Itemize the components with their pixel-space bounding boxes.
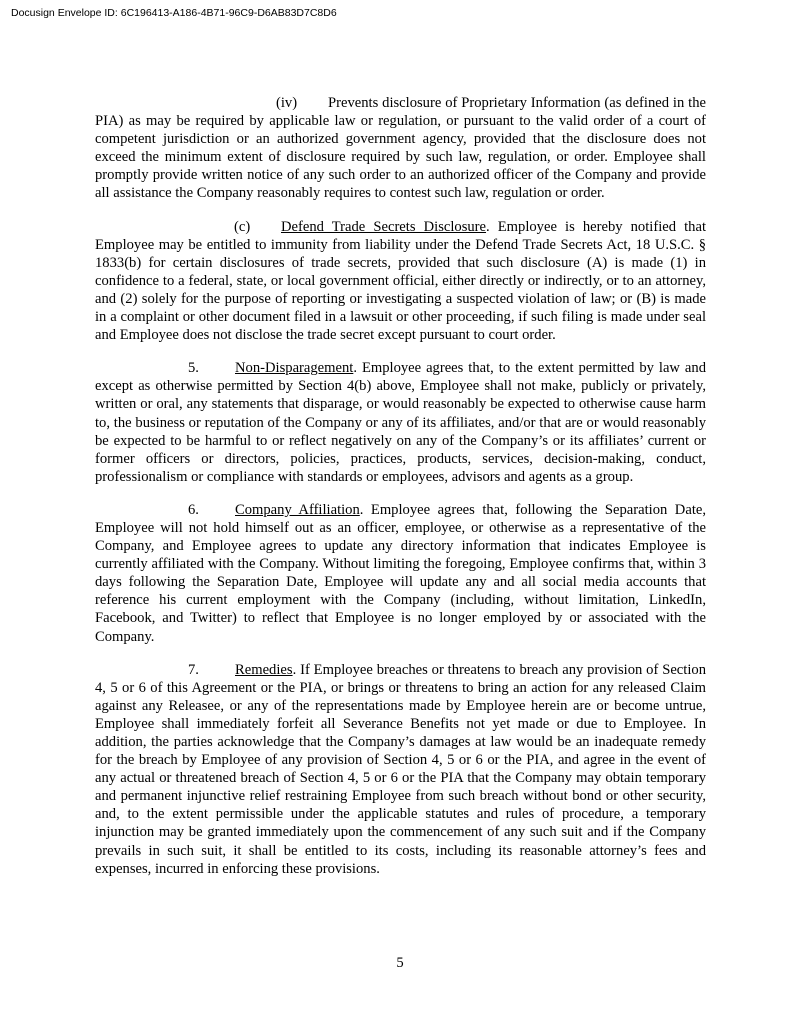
document-body xyxy=(95,94,706,893)
paragraph-text: . If Employee breaches or threatens to breach any provision of Section 4, 5 or 6 of this Agreement or the PIA, or brings or threatens to bring an action for any released Claim against any Releasee, or any of the representations made by Employee herein are or become untrue, Employee shall immediately forfeit all Severance Benefits not yet made or due to Employee. In addition, the parties acknowledge that the Company’s damages at law would be an inadequate remedy for the breach by Employee of any provision of Section 4, 5 or 6 or the PIA, and agree in the event of any actual or threatened breach of Section 4, 5 or 6 or the PIA that the Company may obtain temporary and permanent injunctive relief restraining Employee from such breach without bond or other security, and, to the extent permissible under the applicable statutes and rules of procedure, a temporary injunction may be granted immediately upon the commencement of any such suit and if the Company prevails in such suit, it shall be entitled to its costs, including its reasonable attorney’s fees and expenses, incurred in enforcing these provisions. xyxy=(95,661,706,877)
section-heading: Remedies xyxy=(235,661,293,678)
section-7-remedies xyxy=(95,661,706,878)
section-number: 7. xyxy=(188,661,199,678)
section-heading: Company Affiliation xyxy=(235,501,360,518)
docusign-envelope-id: Docusign Envelope ID: 6C196413-A186-4B71-96C9-D6AB83D7C8D6 xyxy=(11,7,337,19)
paragraph-text: Prevents disclosure of Proprietary Information (as defined in the PIA) as may be required by applicable law or regulation, or pursuant to the valid order of a court of competent jurisdiction or an authorized government agency, provided that the disclosure does not exceed the minimum extent of disclosure required by such law, regulation, or order. Employee shall promptly provide written notice of any such order to an authorized officer of the Company and provide all assistance the Company reasonably requires to contest such law, regulation or order. xyxy=(95,95,706,202)
section-number: 5. xyxy=(188,360,199,377)
paragraph-iv xyxy=(95,94,706,203)
paragraph-number: (iv) xyxy=(276,95,298,111)
paragraph-text: . Employee agrees that, following the Separation Date, Employee will not hold himself out as an officer, employee, or otherwise as a representative of the Company, and Employee agrees to update any directory information that indicates Employee is currently affiliated with the Company. Without limiting the foregoing, Employee confirms that, within 3 days following the Separation Date, Employee will update any and all social media accounts that reference his current employment with the Company (including, without limitation, LinkedIn, Facebook, and Twitter) to reflect that Employee is no longer employed by or associated with the Company. xyxy=(95,501,706,645)
section-5-non-disparagement xyxy=(95,359,706,486)
section-heading: Non-Disparagement xyxy=(235,360,354,377)
section-number: 6. xyxy=(188,501,199,518)
paragraph-number: (c) xyxy=(234,218,251,235)
page-number: 5 xyxy=(396,955,404,971)
paragraph-text: . Employee is hereby notified that Employee may be entitled to immunity from liability under the Defend Trade Secrets Act, 18 U.S.C. § 1833(b) for certain disclosures of trade secrets, provided that such disclosure (A) is made (1) in confidence to a federal, state, or local government official, either directly or indirectly, or to an attorney, and (2) solely for the purpose of reporting or investigating a suspected violation of law; or (B) is made in a complaint or other document filed in a lawsuit or other proceeding, if such filing is made under seal and Employee does not disclose the trade secret except pursuant to court order. xyxy=(95,218,706,344)
paragraph-c-defend-trade-secrets xyxy=(95,218,706,345)
section-6-company-affiliation xyxy=(95,501,706,646)
section-heading: Defend Trade Secrets Disclosure xyxy=(281,218,487,235)
paragraph-text: . Employee agrees that, to the extent permitted by law and except as otherwise permitted by Section 4(b) above, Employee shall not make, publicly or privately, written or oral, any statements that disparage, or would reasonably be expected to otherwise cause harm to, the business or reputation of the Company or any of its affiliates, and/or that are or would reasonably be expected to be harmful to or reflect negatively on any of the Company’s or its affiliates’ current or former officers or directors, policies, practices, products, services, decision-making, conduct, professionalism or compliance with standards or employees, advisors and agents as a group. xyxy=(95,360,706,485)
